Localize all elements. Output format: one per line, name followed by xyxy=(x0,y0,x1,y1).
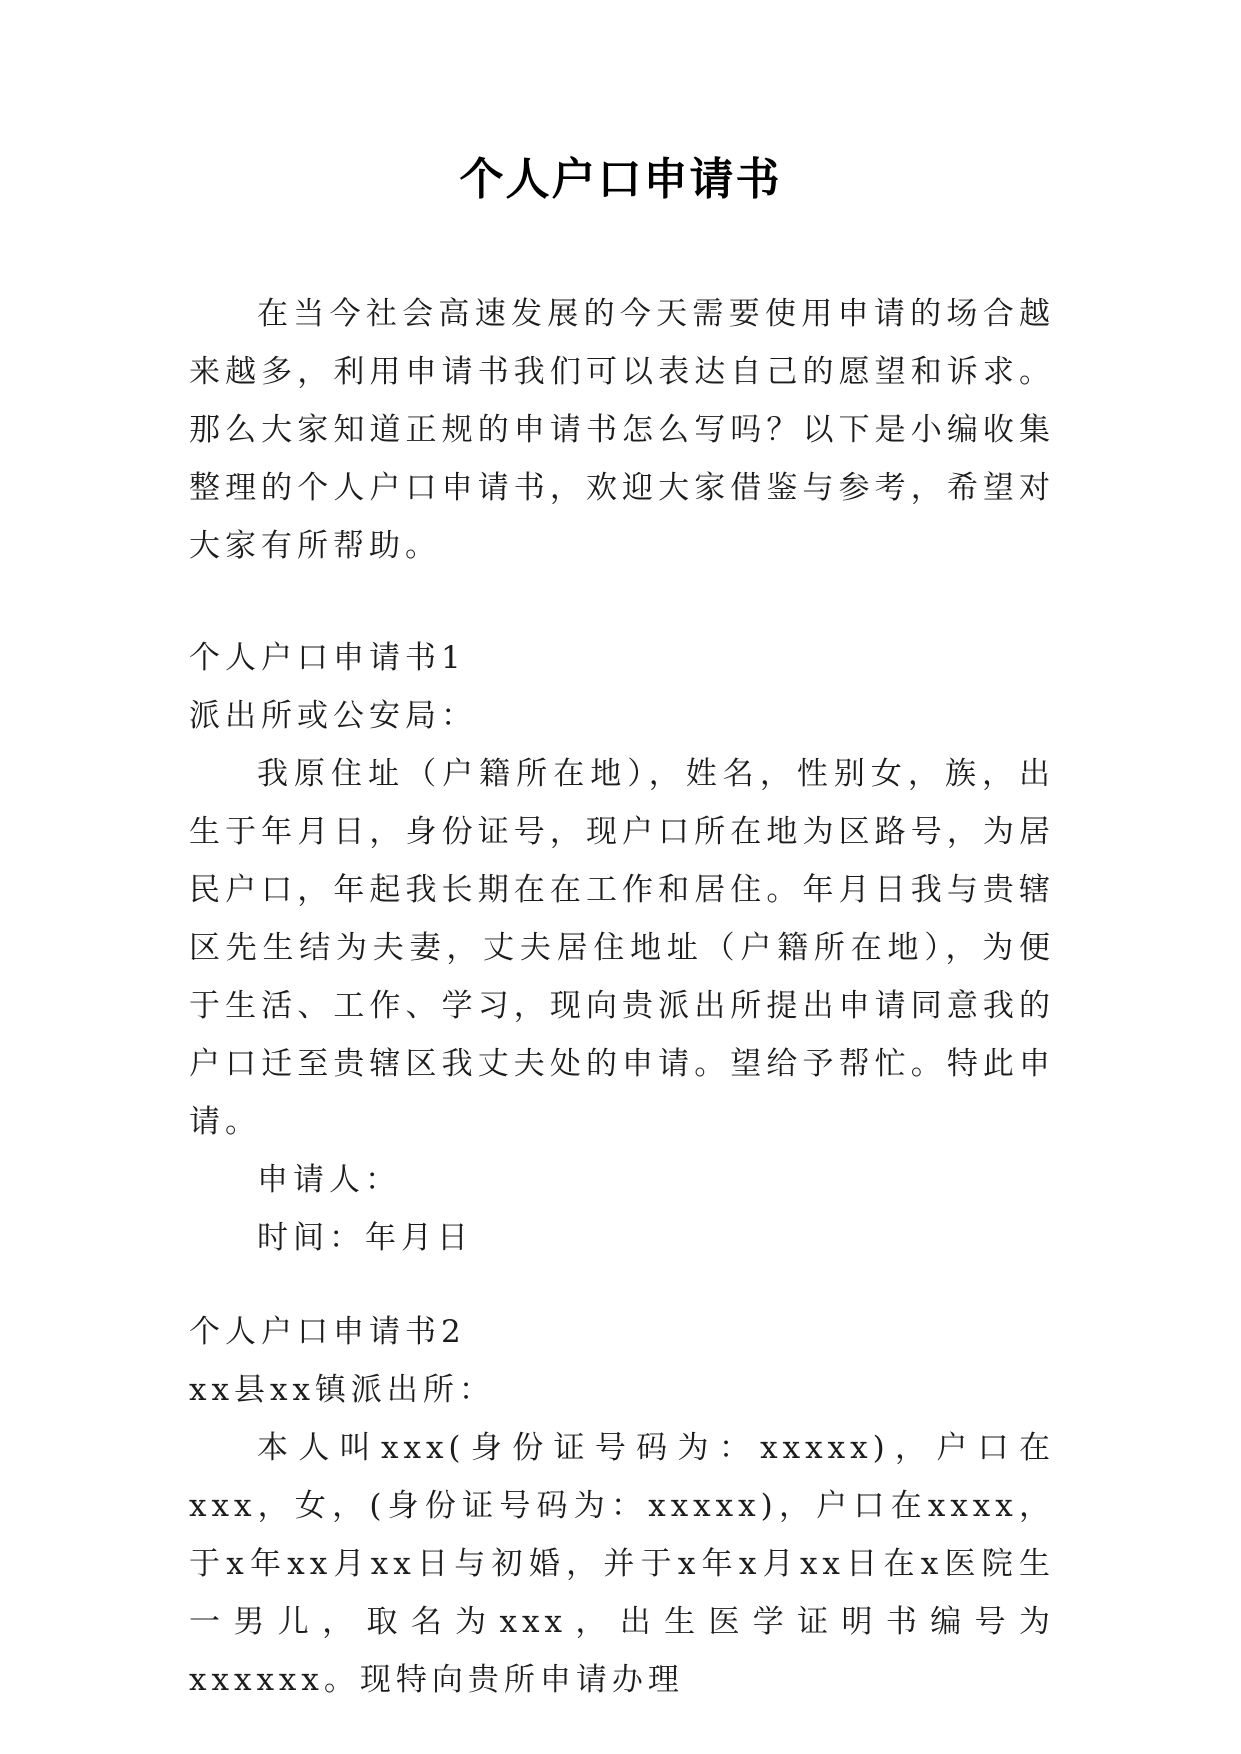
section-2-body: 本人叫xxx(身份证号码为：xxxxx)，户口在xxx，女，(身份证号码为：xxxxx)，户口在xxxx，于x年xx月xx日与初婚，并于x年x月xx日在x医院生一男儿，取名为xxx，出生医学证明书编号为xxxxxx。现特向贵所申请办理 xyxy=(189,1430,1055,1698)
document-body xyxy=(189,285,1055,1709)
section-1-applicant: 申请人： xyxy=(257,1162,401,1198)
section-2-salutation: xx县xx镇派出所： xyxy=(189,1372,495,1408)
section-2-heading: 个人户口申请书2 xyxy=(189,1314,466,1350)
section-spacer xyxy=(189,1267,1055,1303)
section-1 xyxy=(189,629,1055,1267)
intro-paragraph: 在当今社会高速发展的今天需要使用申请的场合越来越多，利用申请书我们可以表达自己的愿望和诉求。那么大家知道正规的申请书怎么写吗？以下是小编收集整理的个人户口申请书，欢迎大家借鉴与参考，希望对大家有所帮助。 xyxy=(189,296,1055,564)
section-1-salutation: 派出所或公安局： xyxy=(189,698,477,734)
section-1-date: 时间：年月日 xyxy=(257,1220,473,1256)
document-title: 个人户口申请书 xyxy=(459,154,782,205)
section-1-body: 我原住址（户籍所在地），姓名，性别女，族，出生于年月日，身份证号，现户口所在地为区路号，为居民户口，年起我长期在在工作和居住。年月日我与贵辖区先生结为夫妻，丈夫居住地址（户籍所在地），为便于生活、工作、学习，现向贵派出所提出申请同意我的户口迁至贵辖区我丈夫处的申请。望给予帮忙。特此申请。 xyxy=(189,756,1055,1140)
section-spacer xyxy=(189,575,1055,629)
section-1-heading: 个人户口申请书1 xyxy=(189,640,466,676)
section-2 xyxy=(189,1303,1055,1709)
